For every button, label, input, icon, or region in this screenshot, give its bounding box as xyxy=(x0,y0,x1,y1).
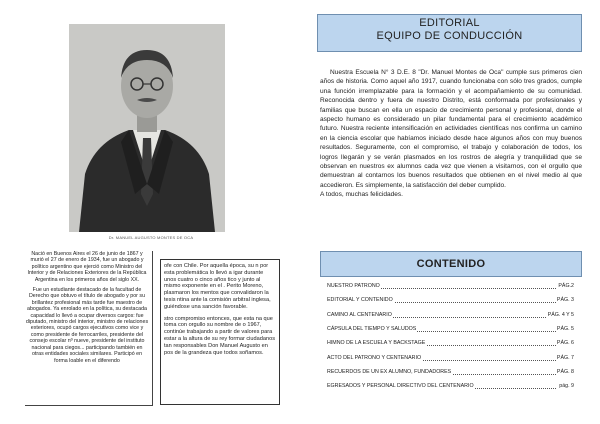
toc-entry-page: PÁG. 3 xyxy=(556,297,574,304)
editorial-subtitle: EQUIPO DE CONDUCCIÓN xyxy=(376,30,523,42)
biography-excerpt-box xyxy=(160,259,280,405)
editorial-closing: A todos, muchas felicidades. xyxy=(320,191,403,199)
toc-entry[interactable] xyxy=(322,310,580,320)
toc-entry-label: EGRESADOS Y PERSONAL DIRECTIVO DEL CENTENARIO xyxy=(327,383,474,390)
bio-paragraph: Fue un estudiante destacado de la facultad de Derecho que obtuvo el título de abogado y por su brillantez profesional más tarde fue maestro de abogados. Ya enrolado en la política, su destacada capacidad lo llevó a ocupar diversos cargos: fue diputado, ministro del interior, ministro de relaciones exteriores, ocupó cargos ejecutivos como vice y como presidente de ferrocarriles, presidente del consejo escolar nº nueve, presidente del instituto nacional para ciegos... participando también en otras entidades sociales similares. Participó en forma loable en el diferendo xyxy=(25,287,149,364)
portrait-photo xyxy=(69,24,225,232)
toc-entry-page: PÁG. 4 Y 5 xyxy=(547,311,574,318)
toc-entry-page: PÁG. 6 xyxy=(556,340,574,347)
toc-entry[interactable] xyxy=(322,367,580,377)
toc-entry-page: PÁG. 5 xyxy=(556,325,574,332)
toc-entry-label: EDITORIAL Y CONTENIDO xyxy=(327,297,393,304)
editorial-body xyxy=(320,68,582,234)
toc-entry[interactable] xyxy=(322,338,580,348)
bio-paragraph: Nació en Buenos Aires el 26 de junio de 1867 y murió el 27 de enero de 1934, fue un abogado y político argentino que ejerció como Ministro del Interior y de Relaciones Exteriores de la República Argentina en los primeros años del siglo XX. xyxy=(27,251,147,283)
editorial-paragraph: Nuestra Escuela N° 3 D.E. 8 "Dr. Manuel Montes de Oca" cumple sus primeros cien años de historia. Como aquel año 1917, cuando funcionaba con sólo tres grados, cumple una función irremplazable para la formación y el acompañamiento de su comunidad. Reconocida dentro y fuera de nuestro Distrito, está conformada por profesionales y familias que buscan en ella un espacio de crecimiento personal y profesional, donde el aspecto humano es considerado un pilar fundamental para el crecimiento académico futuro. Nuestra reciente intensificación en actividades científicas nos confirma un camino en la ciencia escolar que habíamos iniciado desde hace algunos años con muy buenos resultados. Seguramente, con el compromiso, el trabajo y colaboración de todos, los logros llegarán y se verán plasmados en los rostros de alegría y tranquilidad que se observan en nuestros ex alumnos cada vez que vienen a visitarnos, con el orgullo que demuestran al contarnos los buenos resultados que obtienen en el nivel medio al que accedieron. Es simplemente, la satisfacción del deber cumplido. xyxy=(320,69,582,189)
toc-entry-label: RECUERDOS DE UN EX ALUMNO, FUNDADORES xyxy=(327,368,452,375)
toc-entry-label: CAMINO AL CENTENARIO xyxy=(327,311,392,318)
toc-entry-label: HIMNO DE LA ESCUELA Y BACKSTAGE xyxy=(327,340,426,347)
toc-entry-page: pág. 9 xyxy=(559,383,574,390)
excerpt-paragraph: stro compromiso entonces, que esta na que toma con orgullo su nombre de o 1967, continúe trabajando a partir de valores para estar a la altura de su rey formar ciudadanos tan responsables Don Manuel Augusto en pos de la grandeza que todos soñamos. xyxy=(164,315,276,356)
editorial-title: EDITORIAL xyxy=(419,17,480,29)
toc-entry-page: PÁG. 7 xyxy=(556,354,574,361)
biography-text xyxy=(25,251,153,406)
portrait-figure xyxy=(69,24,225,232)
toc-entry[interactable] xyxy=(322,324,580,334)
excerpt-paragraph: ofe con Chile. Por aquella época, su n por esta problemática lo llevó a igar durante unos cuatro o cinco años tico y junto al mismo exponente en el . Perito Moreno, plasmaron los mentos que convalidaron la tesis ntina ante la comisión arbitral inglesa, guiéndose una sanción favorable. xyxy=(164,263,271,310)
toc-entry-label: ACTO DEL PATRONO Y CENTENARIO xyxy=(327,354,422,361)
editorial-header xyxy=(317,14,582,52)
toc-entry[interactable] xyxy=(322,295,580,305)
contents-heading: CONTENIDO xyxy=(320,251,582,277)
toc-entry-page: PÁG. 8 xyxy=(556,368,574,375)
toc-entry[interactable] xyxy=(322,381,580,391)
toc-entry[interactable] xyxy=(322,281,580,291)
toc-entry-label: CÁPSULA DEL TIEMPO Y SALUDOS xyxy=(327,325,417,332)
toc-entry-label: NUESTRO PATRONO xyxy=(327,283,380,289)
photo-caption: Dr. MANUEL AUGUSTO MONTES DE OCA xyxy=(108,235,194,240)
toc-entry[interactable] xyxy=(322,353,580,363)
toc-entry-page: PÁG.2 xyxy=(558,283,574,289)
